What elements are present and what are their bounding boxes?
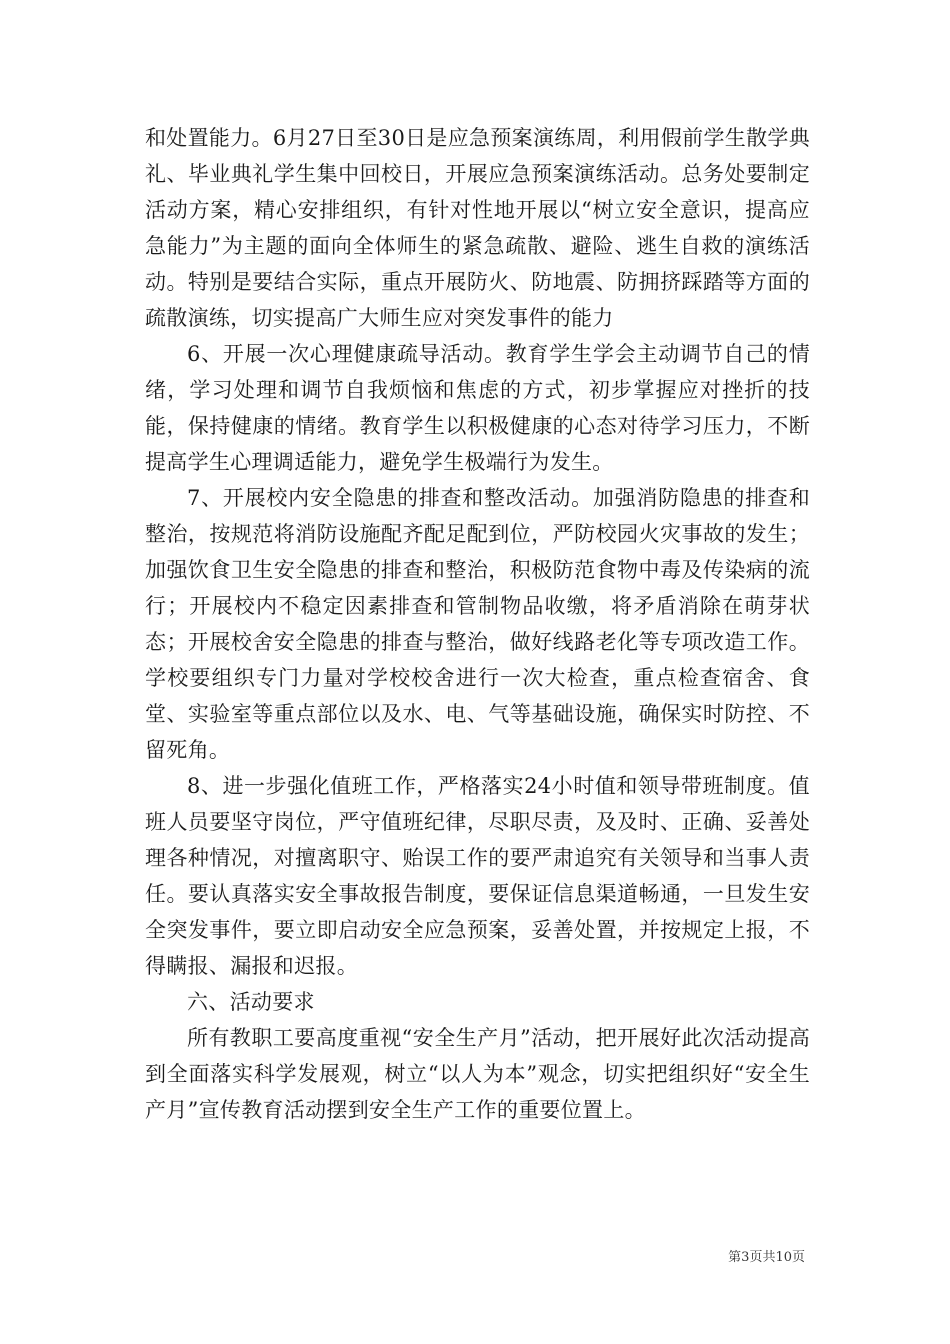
paragraph-requirements: 所有教职工要高度重视“安全生产月”活动，把开展好此次活动提高到全面落实科学发展观，树立“以人为本”观念，切实把组织好“安全生产月”宣传教育活动摆到安全生产工作的重要位置上。 (145, 1026, 810, 1122)
paragraph-emergency-drill: 和处置能力。6月27日至30日是应急预案演练周，利用假前学生散学典礼、毕业典礼学生集中回校日，开展应急预案演练活动。总务处要制定活动方案，精心安排组织，有针对性地开展以“树立安全意识，提高应急能力”为主题的面向全体师生的紧急疏散、避险、逃生自救的演练活动。特别是要结合实际，重点开展防火、防地震、防拥挤踩踏等方面的疏散演练，切实提高广大师生应对突发事件的能力 (145, 126, 810, 330)
paragraph-hazard-inspection: 7、开展校内安全隐患的排查和整改活动。加强消防隐患的排查和整治，按规范将消防设施配齐配足配到位，严防校园火灾事故的发生；加强饮食卫生安全隐患的排查和整治，积极防范食物中毒及传染病的流行；开展校内不稳定因素排查和管制物品收缴，将矛盾消除在萌芽状态；开展校舍安全隐患的排查与整治，做好线路老化等专项改造工作。学校要组织专门力量对学校校舍进行一次大检查，重点检查宿舍、食堂、实验室等重点部位以及水、电、气等基础设施，确保实时防控、不留死角。 (145, 486, 810, 762)
section-heading-requirements: 六、活动要求 (187, 990, 315, 1014)
paragraph-mental-health: 6、开展一次心理健康疏导活动。教育学生学会主动调节自己的情绪，学习处理和调节自我烦恼和焦虑的方式，初步掌握应对挫折的技能，保持健康的情绪。教育学生以积极健康的心态对待学习压力，不断提高学生心理调适能力，避免学生极端行为发生。 (145, 342, 810, 474)
paragraph-duty-system: 8、进一步强化值班工作，严格落实24小时值和领导带班制度。值班人员要坚守岗位，严守值班纪律，尽职尽责，及及时、正确、妥善处理各种情况，对擅离职守、贻误工作的要严肃追究有关领导和当事人责任。要认真落实安全事故报告制度，要保证信息渠道畅通，一旦发生安全突发事件，要立即启动安全应急预案，妥善处置，并按规定上报，不得瞒报、漏报和迟报。 (145, 774, 810, 978)
page-number: 第3页共10页 (728, 1250, 805, 1265)
document-body (145, 120, 810, 1128)
